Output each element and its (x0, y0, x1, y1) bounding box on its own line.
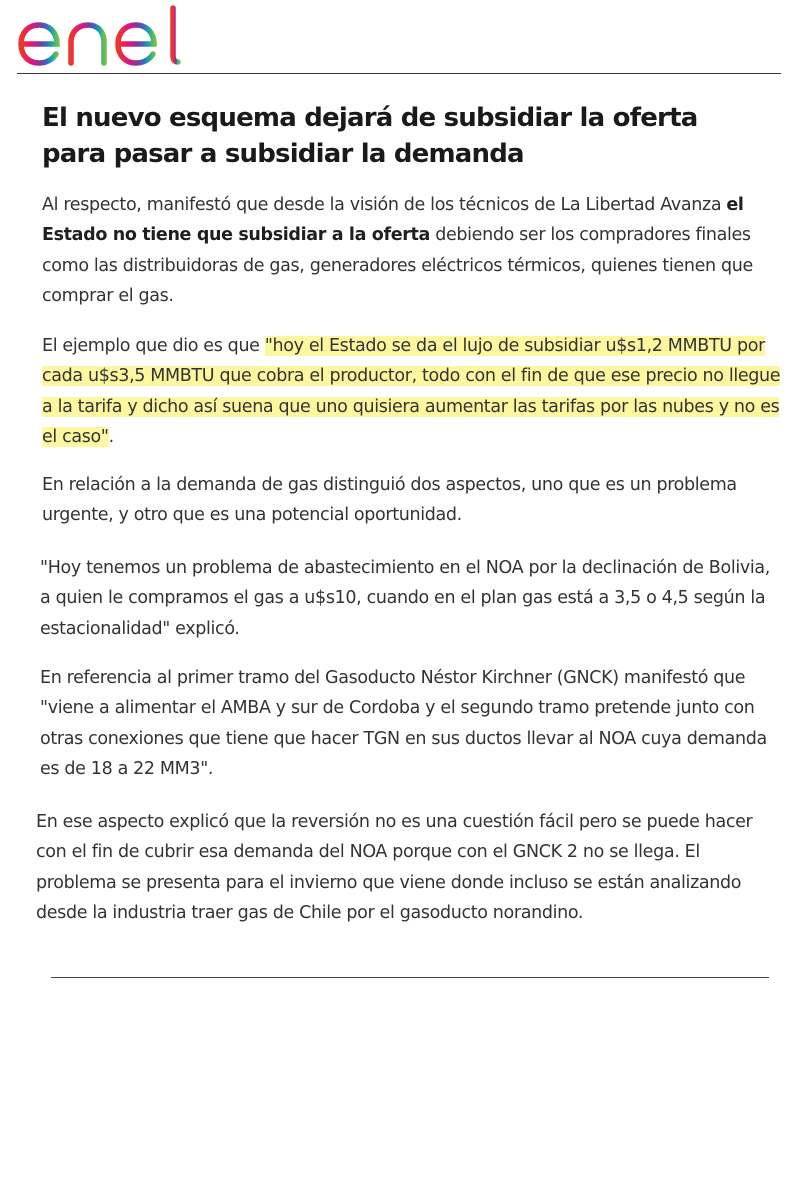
header-divider (17, 73, 781, 74)
article-headline: El nuevo esquema dejará de subsidiar la oferta para pasar a subsidiar la demanda (42, 103, 698, 169)
paragraph-text: . (108, 427, 114, 448)
highlighted-quote: "hoy el Estado se da el lujo de subsidiar u$s1,2 MMBTU por cada u$s3,5 MMBTU que cobra el productor, todo con el fin de que ese precio no llegue a la tarifa y dicho así suena que uno quisiera aumentar las tarifas por las nubes y no es el caso" (42, 336, 781, 448)
paragraph-text: Al respecto, manifestó que desde la visión de los técnicos de La Libertad Avanza (42, 195, 727, 215)
paragraph-reversion: En ese aspecto explicó que la reversión no es una cuestión fácil pero se puede hacer con el fin de cubrir esa demanda del NOA porque con el GNCK 2 no se llega. El problema se presenta para el invierno que viene donde incluso se están analizando desde la industria traer gas de Chile por el gasoducto norandino. (36, 812, 753, 924)
paragraph-text: debiendo ser los compradores finales como las distribuidoras de gas, generadores eléctricos térmicos, quienes tienen que comprar el gas. (42, 225, 753, 307)
bold-phrase: el Estado no tiene que subsidiar a la oferta (42, 195, 744, 246)
paragraph-gnck-reference: En referencia al primer tramo del Gasoducto Néstor Kirchner (GNCK) manifestó que "viene a alimentar el AMBA y sur de Cordoba y el segundo tramo pretende junto con otras conexiones que tiene que hacer TGN en sus ductos llevar al NOA cuya demanda es de 18 a 22 MM3". (40, 668, 767, 780)
footer-divider (51, 977, 769, 978)
paragraph-text: El ejemplo que dio es que (42, 336, 265, 356)
enel-logo (16, 4, 181, 68)
page-header (0, 0, 800, 75)
paragraph-noa-supply-quote: "Hoy tenemos un problema de abastecimiento en el NOA por la declinación de Bolivia, a quien le compramos el gas a u$s10, cuando en el plan gas está a 3,5 o 4,5 según la estacionalidad" explicó. (40, 558, 770, 639)
paragraph-example-quote (42, 331, 787, 453)
paragraph-demand-aspects: En relación a la demanda de gas distinguió dos aspectos, uno que es un problema urgente, y otro que es una potencial oportunidad. (42, 475, 737, 526)
paragraph-subsidy-offer (42, 190, 787, 312)
